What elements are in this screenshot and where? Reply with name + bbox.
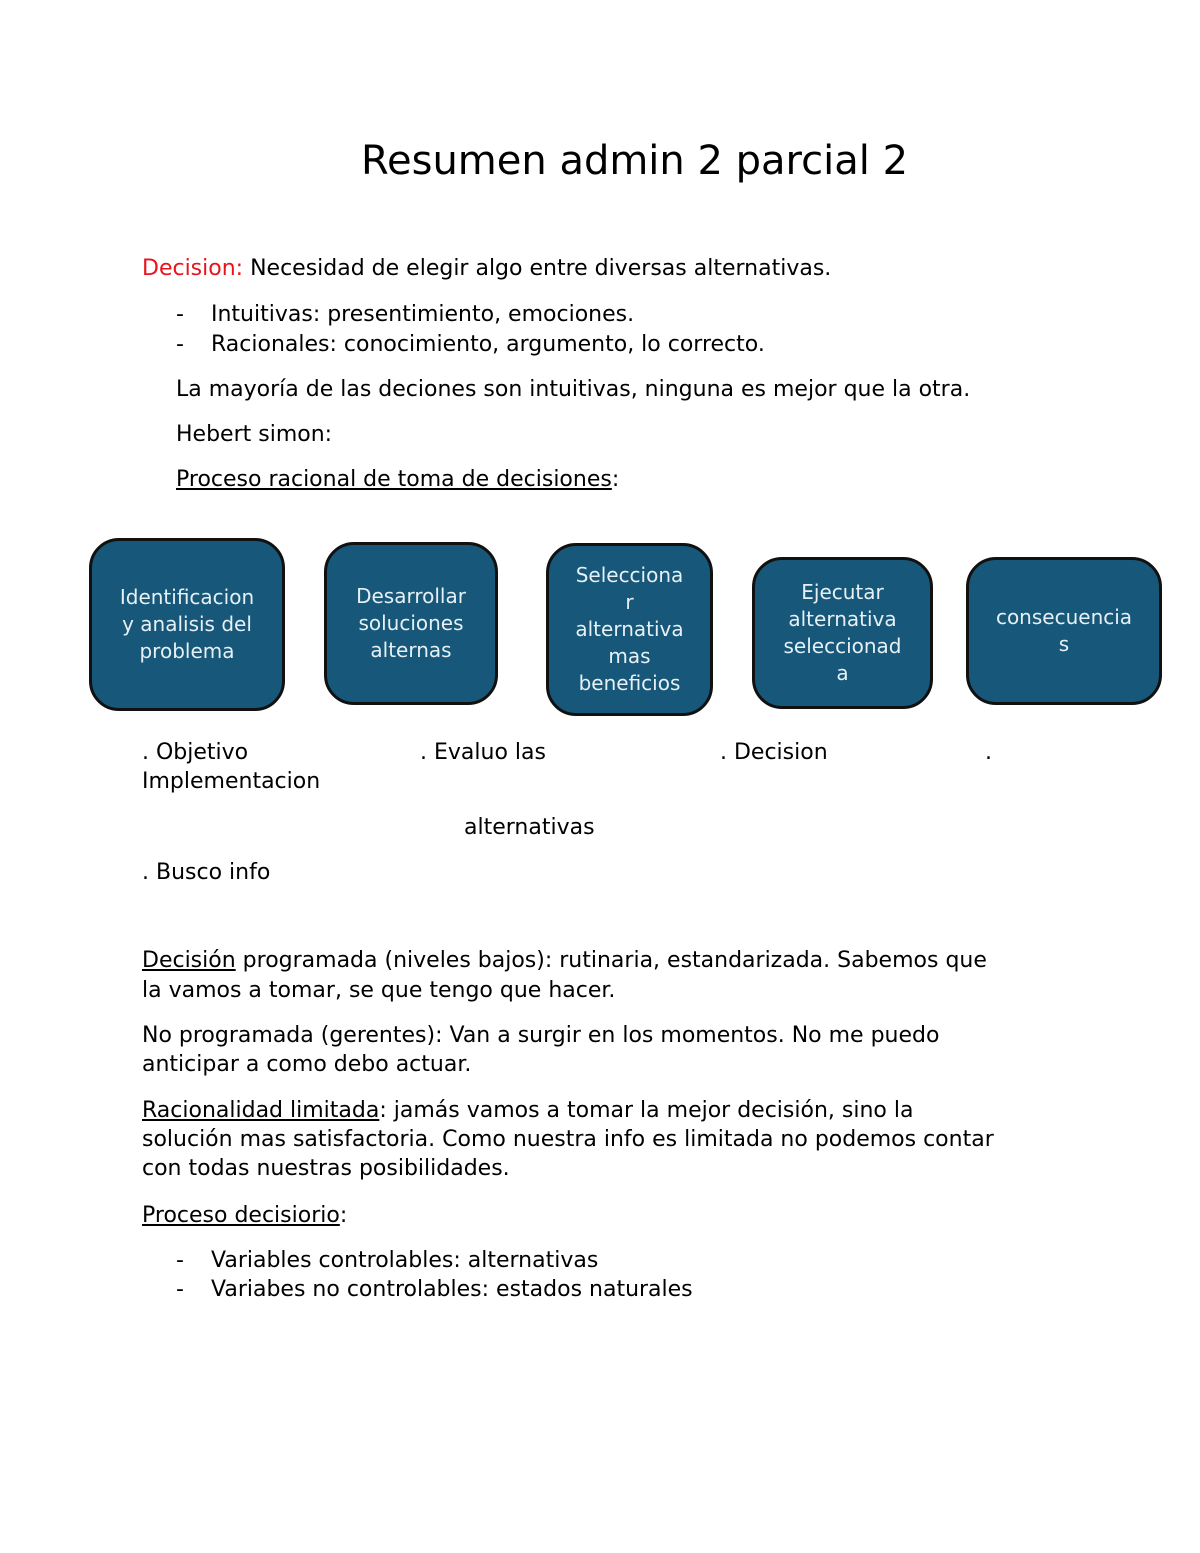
proceso-decisorio-label: Proceso decisiorio [142, 1203, 340, 1228]
note-decision: . Decision [720, 740, 828, 765]
note-implementacion: Implementacion [142, 769, 321, 794]
proceso-racional-label: Proceso racional de toma de decisiones [176, 467, 612, 492]
bullet-intuitivas: Intuitivas: presentimiento, emociones. [211, 302, 635, 327]
programada-line-2: la vamos a tomar, se que tengo que hacer. [142, 978, 616, 1003]
racionalidad-line-1: Racionalidad limitada: jamás vamos a tomar la mejor decisión, sino la [142, 1098, 914, 1123]
note-dot: . [985, 740, 992, 765]
proceso-racional-heading: Proceso racional de toma de decisiones: [176, 467, 620, 492]
list-item: - Variables controlables: alternativas [176, 1248, 599, 1273]
decision-label: Decision: [142, 256, 244, 281]
proceso-decisorio-heading: Proceso decisiorio: [142, 1203, 348, 1228]
racionalidad-line-3: con todas nuestras posibilidades. [142, 1156, 510, 1181]
diagram-step-seleccionar: Selecciona r alternativa mas beneficios [546, 543, 713, 716]
programada-line-1: Decisión programada (niveles bajos): rutinaria, estandarizada. Sabemos que [142, 948, 987, 973]
mayoria-paragraph: La mayoría de las deciones son intuitivas, ninguna es mejor que la otra. [176, 377, 971, 402]
decision-definition [142, 256, 831, 281]
note-busco-info: . Busco info [142, 860, 271, 885]
list-item: - Variabes no controlables: estados naturales [176, 1277, 693, 1302]
note-alternativas: alternativas [464, 815, 595, 840]
list-item: - Racionales: conocimiento, argumento, lo correcto. [176, 332, 765, 357]
bullet-racionales: Racionales: conocimiento, argumento, lo correcto. [211, 332, 765, 357]
diagram-step-identificacion: Identificacion y analisis del problema [89, 538, 285, 711]
programada-label: Decisión [142, 948, 236, 973]
decision-text: Necesidad de elegir algo entre diversas alternativas. [243, 256, 832, 281]
hebert-paragraph: Hebert simon: [176, 422, 333, 447]
racionalidad-label: Racionalidad limitada [142, 1098, 380, 1123]
no-programada-line-2: anticipar a como debo actuar. [142, 1052, 472, 1077]
racionalidad-line-2: solución mas satisfactoria. Como nuestra info es limitada no podemos contar [142, 1127, 994, 1152]
no-programada-line-1: No programada (gerentes): Van a surgir en los momentos. No me puedo [142, 1023, 940, 1048]
diagram-step-desarrollar: Desarrollar soluciones alternas [324, 542, 498, 705]
note-evaluo: . Evaluo las [420, 740, 546, 765]
note-objetivo: . Objetivo [142, 740, 249, 765]
list-item: - Intuitivas: presentimiento, emociones. [176, 302, 635, 327]
bullet-controlables: Variables controlables: alternativas [211, 1248, 599, 1273]
bullet-no-controlables: Variabes no controlables: estados naturales [211, 1277, 693, 1302]
page-title: Resumen admin 2 parcial 2 [361, 138, 909, 184]
diagram-step-ejecutar: Ejecutar alternativa seleccionad a [752, 557, 933, 709]
diagram-step-consecuencias: consecuencia s [966, 557, 1162, 705]
